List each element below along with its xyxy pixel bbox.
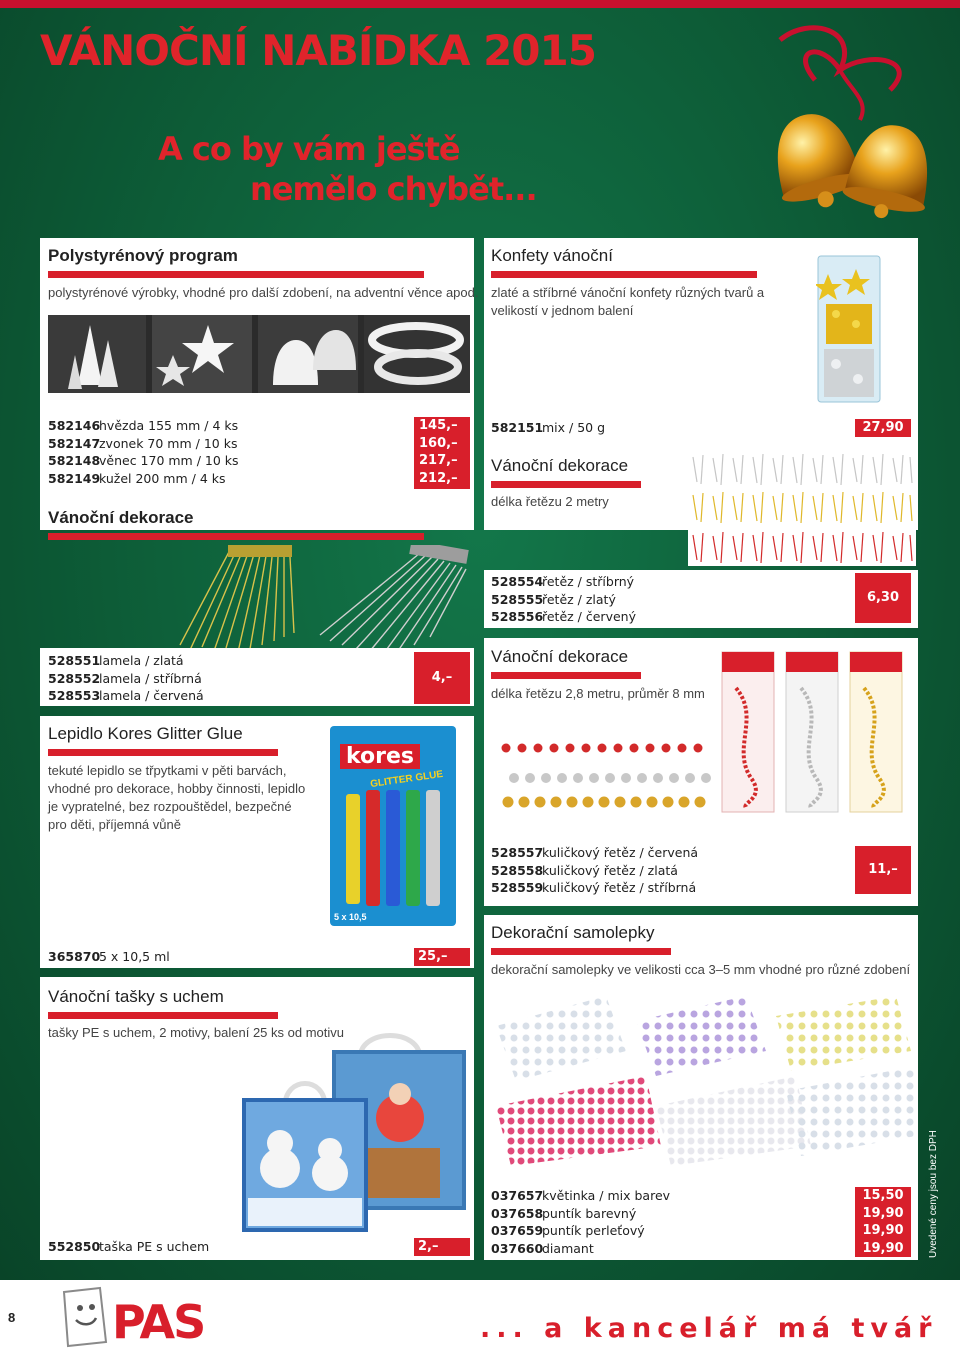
vat-note: Uvedené ceny jsou bez DPH (928, 1130, 939, 1258)
kulicky-item-list (491, 844, 698, 897)
tasky-heading-bar (48, 1012, 278, 1019)
konfety-price-box: 27,90 (855, 419, 911, 437)
lepidlo-heading-bar (48, 749, 278, 756)
retez-heading: Vánoční dekorace (491, 456, 629, 475)
list-item: 528555řetěz / zlatý (491, 591, 616, 607)
list-item: 582148věnec 170 mm / 10 ks (48, 453, 239, 468)
list-item: 528556řetěz / červený (491, 609, 636, 624)
kores-sub-label: GLITTER GLUE (369, 768, 444, 791)
tasky-price-box: 2,– (414, 1238, 470, 1256)
lamela-heading-bar (48, 533, 424, 540)
lamela-heading: Vánoční dekorace (48, 508, 194, 527)
tasky-heading: Vánoční tašky s uchem (48, 987, 224, 1006)
list-item: 528558kuličkový řetěz / zlatá (491, 862, 678, 878)
konfety-heading: Konfety vánoční (491, 246, 613, 265)
retez-description: délka řetězu 2 metry (491, 494, 609, 509)
tagline-line-1: A co by vám ještě (158, 130, 460, 168)
list-item: 582149kužel 200 mm / 4 ks (48, 470, 226, 486)
page-title: VÁNOČNÍ NABÍDKA 2015 (40, 26, 596, 75)
kulicky-heading: Vánoční dekorace (491, 647, 629, 666)
pas-logo-icon (58, 1286, 112, 1348)
list-item: 037659puntík perleťový (491, 1223, 645, 1238)
list-item: 582151mix / 50 g (491, 420, 606, 435)
lepidlo-heading: Lepidlo Kores Glitter Glue (48, 724, 243, 743)
kores-logo: kores (340, 744, 420, 769)
list-item: 3658705 x 10,5 ml (48, 949, 170, 964)
christmas-bells-icon (720, 20, 960, 220)
lepidlo-item (48, 948, 170, 966)
konfety-description: zlaté a stříbrné vánoční konfety různých tvarů a velikostí v jednom balení (491, 285, 765, 318)
kores-pack-size: 5 x 10,5 (334, 912, 367, 922)
konfety-product-image (816, 254, 882, 404)
polystyren-heading: Polystyrénový program (48, 246, 238, 265)
retez-item-list (491, 573, 636, 626)
lepidlo-price-box: 25,– (414, 948, 470, 966)
polystyren-products-image (48, 315, 470, 393)
retez-price-box: 6,30 (855, 573, 911, 623)
list-item: 528553lamela / červená (48, 688, 204, 703)
retez-heading-bar (491, 481, 641, 488)
list-item: 582147zvonek 70 mm / 10 ks (48, 435, 238, 451)
kores-glitter-pack (330, 726, 456, 926)
lamela-item-list (48, 652, 204, 705)
list-item: 528557kuličkový řetěz / červená (491, 845, 699, 860)
samolepky-heading: Dekorační samolepky (491, 923, 655, 942)
kulicky-description: délka řetězu 2,8 metru, průměr 8 mm (491, 686, 705, 701)
tasky-bags-image (240, 1028, 470, 1234)
konfety-item (491, 419, 605, 437)
tasky-item (48, 1238, 209, 1256)
pas-logo: PAS (112, 1295, 205, 1349)
list-item: 037660diamant (491, 1240, 594, 1256)
top-red-stripe (0, 0, 960, 8)
tasky-description: tašky PE s uchem, 2 motivy, balení 25 ks od motivu (48, 1025, 344, 1040)
footer-slogan: ... a kancelář má tvář (480, 1313, 938, 1344)
list-item: 582146hvězda 155 mm / 4 ks (48, 418, 239, 433)
polystyren-item-list (48, 417, 239, 487)
samolepky-price-box: 15,50 19,90 19,90 19,90 (855, 1187, 911, 1257)
list-item: 528559kuličkový řetěz / stříbrná (491, 880, 697, 895)
samolepky-stickers-image (496, 996, 916, 1166)
lamela-tinsel-image (170, 545, 470, 655)
konfety-heading-bar (491, 271, 757, 278)
retez-garland-image (688, 452, 916, 566)
list-item: 552850taška PE s uchem (48, 1239, 210, 1254)
kulicky-bead-chain-image (496, 648, 912, 820)
samolepky-item-list (491, 1187, 670, 1257)
list-item: 528554řetěz / stříbrný (491, 574, 635, 589)
page-number: 8 (8, 1310, 16, 1325)
samolepky-heading-bar (491, 948, 671, 955)
list-item: 037657květinka / mix barev (491, 1188, 671, 1203)
polystyren-price-box: 145,– 160,– 217,– 212,– (414, 417, 470, 489)
list-item: 528552lamela / stříbrná (48, 670, 202, 686)
lepidlo-description: tekuté lepidlo se třpytkami v pěti barvách, vhodné pro dekorace, hobby činnosti, lepidlo je vypratelné, bez rozpouštědel, bezpečné pro děti, příjemná vůně (48, 763, 306, 832)
lamela-price-box: 4,– (414, 652, 470, 704)
kulicky-price-box: 11,– (855, 846, 911, 894)
polystyren-heading-bar (48, 271, 424, 278)
samolepky-description: dekorační samolepky ve velikosti cca 3–5 mm vhodné pro různé zdobení (491, 962, 911, 977)
tagline-line-2: nemělo chybět... (250, 170, 537, 208)
polystyren-description: polystyrénové výrobky, vhodné pro další zdobení, na adventní věnce apod. (48, 285, 479, 300)
list-item: 037658puntík barevný (491, 1205, 637, 1221)
list-item: 528551lamela / zlatá (48, 653, 184, 668)
